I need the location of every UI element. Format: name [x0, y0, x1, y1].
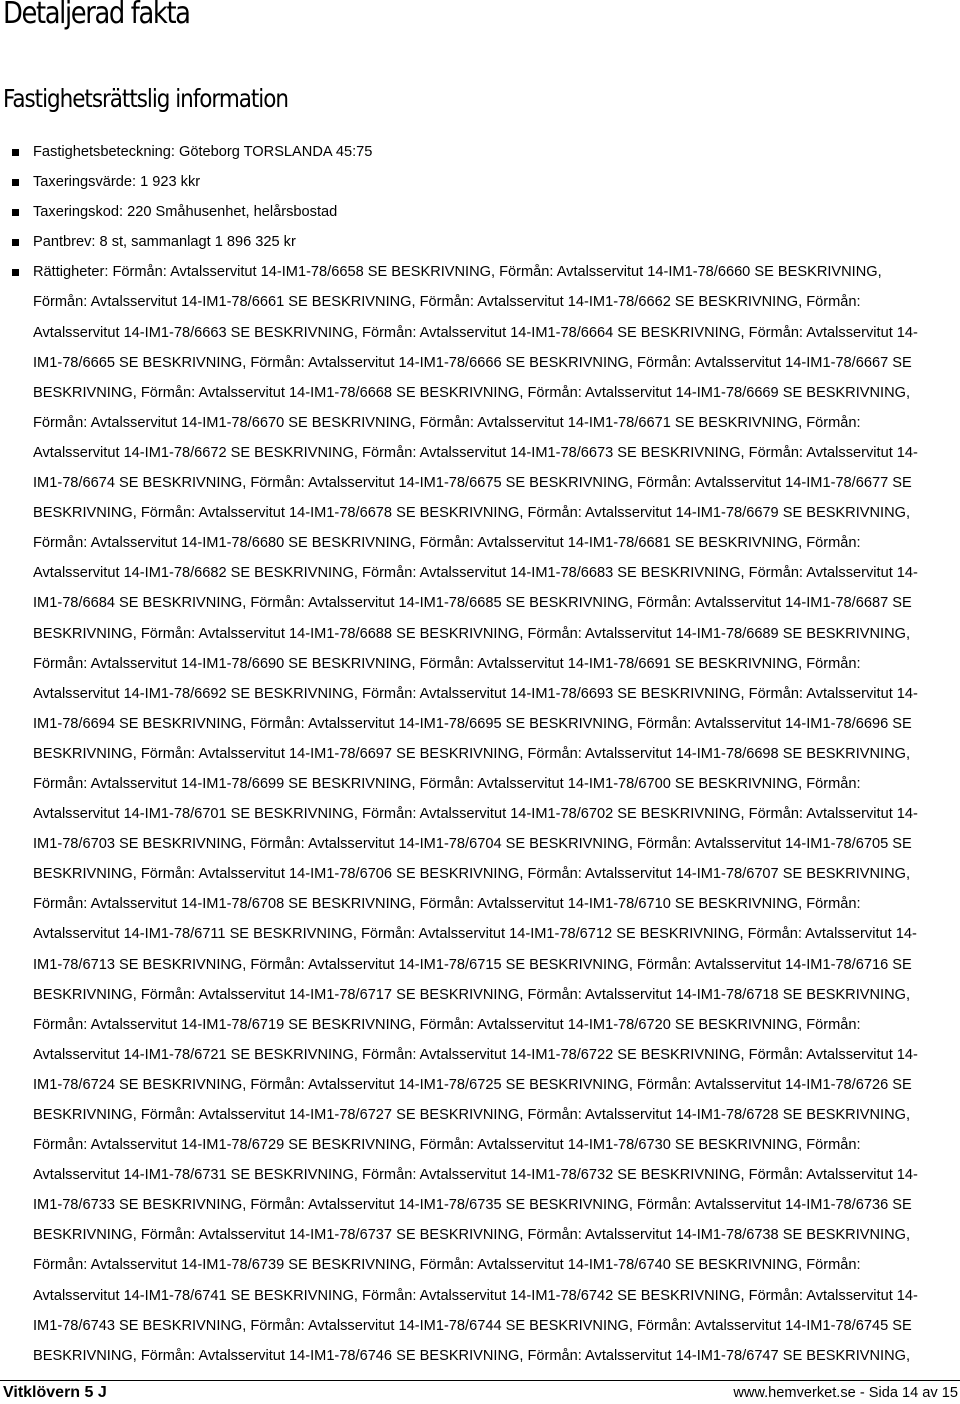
rights-line: IM1-78/6684 SE BESKRIVNING, Förmån: Avtalsservitut 14-IM1-78/6685 SE BESKRIVNING, Förmån: Avtalsservitut 14-IM1-78/6687 SE: [33, 595, 912, 612]
fact-text: Taxeringskod: 220 Småhusenhet, helårsbostad: [33, 204, 338, 221]
footer-property-name: Vitklövern 5 J: [3, 1384, 107, 1401]
rights-line: IM1-78/6724 SE BESKRIVNING, Förmån: Avtalsservitut 14-IM1-78/6725 SE BESKRIVNING, Förmån: Avtalsservitut 14-IM1-78/6726 SE: [33, 1076, 912, 1093]
rights-line: Förmån: Avtalsservitut 14-IM1-78/6690 SE BESKRIVNING, Förmån: Avtalsservitut 14-IM1-78/6691 SE BESKRIVNING, Förmån:: [33, 655, 861, 672]
fact-mortgage-deeds: [0, 227, 960, 257]
rights-line: Avtalsservitut 14-IM1-78/6721 SE BESKRIVNING, Förmån: Avtalsservitut 14-IM1-78/6722 SE BESKRIVNING, Förmån: Avtalsservitut 14-: [33, 1046, 918, 1063]
fact-text: Taxeringsvärde: 1 923 kkr: [33, 174, 201, 191]
facts-list: [0, 137, 960, 1371]
rights-line: IM1-78/6713 SE BESKRIVNING, Förmån: Avtalsservitut 14-IM1-78/6715 SE BESKRIVNING, Förmån: Avtalsservitut 14-IM1-78/6716 SE: [33, 956, 912, 973]
bullet-icon: [12, 209, 19, 216]
fact-property-designation: [0, 137, 960, 167]
fact-text: Pantbrev: 8 st, sammanlagt 1 896 325 kr: [33, 234, 296, 251]
fact-text: Fastighetsbeteckning: Göteborg TORSLANDA 45:75: [33, 144, 373, 160]
rights-line: Rättigheter: Förmån: Avtalsservitut 14-IM1-78/6658 SE BESKRIVNING, Förmån: Avtalsservitut 14-IM1-78/6660 SE BESKRIVNING,: [33, 264, 882, 281]
bullet-icon: [12, 239, 19, 246]
rights-line: Avtalsservitut 14-IM1-78/6731 SE BESKRIVNING, Förmån: Avtalsservitut 14-IM1-78/6732 SE BESKRIVNING, Förmån: Avtalsservitut 14-: [33, 1167, 918, 1184]
bullet-icon: [12, 149, 19, 156]
rights-line: Förmån: Avtalsservitut 14-IM1-78/6739 SE BESKRIVNING, Förmån: Avtalsservitut 14-IM1-78/6740 SE BESKRIVNING, Förmån:: [33, 1257, 861, 1274]
rights-line: Avtalsservitut 14-IM1-78/6682 SE BESKRIVNING, Förmån: Avtalsservitut 14-IM1-78/6683 SE BESKRIVNING, Förmån: Avtalsservitut 14-: [33, 565, 918, 582]
section-title: Fastighetsrättslig information: [3, 84, 288, 113]
rights-line: Avtalsservitut 14-IM1-78/6741 SE BESKRIVNING, Förmån: Avtalsservitut 14-IM1-78/6742 SE BESKRIVNING, Förmån: Avtalsservitut 14-: [33, 1287, 918, 1304]
rights-line: BESKRIVNING, Förmån: Avtalsservitut 14-IM1-78/6737 SE BESKRIVNING, Förmån: Avtalsservitut 14-IM1-78/6738 SE BESKRIVNING,: [33, 1227, 911, 1244]
rights-line: Förmån: Avtalsservitut 14-IM1-78/6661 SE BESKRIVNING, Förmån: Avtalsservitut 14-IM1-78/6662 SE BESKRIVNING, Förmån:: [33, 294, 861, 311]
rights-line: Förmån: Avtalsservitut 14-IM1-78/6680 SE BESKRIVNING, Förmån: Avtalsservitut 14-IM1-78/6681 SE BESKRIVNING, Förmån:: [33, 535, 861, 552]
rights-line: BESKRIVNING, Förmån: Avtalsservitut 14-IM1-78/6697 SE BESKRIVNING, Förmån: Avtalsservitut 14-IM1-78/6698 SE BESKRIVNING,: [33, 745, 911, 762]
rights-line: IM1-78/6665 SE BESKRIVNING, Förmån: Avtalsservitut 14-IM1-78/6666 SE BESKRIVNING, Förmån: Avtalsservitut 14-IM1-78/6667 SE: [33, 354, 912, 371]
footer-divider: [0, 1380, 960, 1381]
rights-line: BESKRIVNING, Förmån: Avtalsservitut 14-IM1-78/6706 SE BESKRIVNING, Förmån: Avtalsservitut 14-IM1-78/6707 SE BESKRIVNING,: [33, 866, 911, 883]
fact-rights: [0, 257, 960, 1370]
rights-line: BESKRIVNING, Förmån: Avtalsservitut 14-IM1-78/6746 SE BESKRIVNING, Förmån: Avtalsservitut 14-IM1-78/6747 SE BESKRIVNING,: [33, 1347, 911, 1364]
rights-line: IM1-78/6694 SE BESKRIVNING, Förmån: Avtalsservitut 14-IM1-78/6695 SE BESKRIVNING, Förmån: Avtalsservitut 14-IM1-78/6696 SE: [33, 715, 912, 732]
fact-tax-code: [0, 197, 960, 227]
fact-tax-value: [0, 167, 960, 197]
rights-line: Avtalsservitut 14-IM1-78/6701 SE BESKRIVNING, Förmån: Avtalsservitut 14-IM1-78/6702 SE BESKRIVNING, Förmån: Avtalsservitut 14-: [33, 806, 918, 823]
rights-line: IM1-78/6703 SE BESKRIVNING, Förmån: Avtalsservitut 14-IM1-78/6704 SE BESKRIVNING, Förmån: Avtalsservitut 14-IM1-78/6705 SE: [33, 836, 912, 853]
rights-line: Avtalsservitut 14-IM1-78/6672 SE BESKRIVNING, Förmån: Avtalsservitut 14-IM1-78/6673 SE BESKRIVNING, Förmån: Avtalsservitut 14-: [33, 444, 918, 461]
page-title: Detaljerad fakta: [3, 0, 190, 31]
bullet-icon: [12, 179, 19, 186]
rights-line: BESKRIVNING, Förmån: Avtalsservitut 14-IM1-78/6727 SE BESKRIVNING, Förmån: Avtalsservitut 14-IM1-78/6728 SE BESKRIVNING,: [33, 1107, 911, 1123]
rights-line: IM1-78/6733 SE BESKRIVNING, Förmån: Avtalsservitut 14-IM1-78/6735 SE BESKRIVNING, Förmån: Avtalsservitut 14-IM1-78/6736 SE: [33, 1197, 912, 1214]
rights-line: BESKRIVNING, Förmån: Avtalsservitut 14-IM1-78/6688 SE BESKRIVNING, Förmån: Avtalsservitut 14-IM1-78/6689 SE BESKRIVNING,: [33, 625, 911, 642]
rights-line: BESKRIVNING, Förmån: Avtalsservitut 14-IM1-78/6668 SE BESKRIVNING, Förmån: Avtalsservitut 14-IM1-78/6669 SE BESKRIVNING,: [33, 384, 911, 401]
rights-line: BESKRIVNING, Förmån: Avtalsservitut 14-IM1-78/6717 SE BESKRIVNING, Förmån: Avtalsservitut 14-IM1-78/6718 SE BESKRIVNING,: [33, 986, 911, 1003]
rights-line: Förmån: Avtalsservitut 14-IM1-78/6708 SE BESKRIVNING, Förmån: Avtalsservitut 14-IM1-78/6710 SE BESKRIVNING, Förmån:: [33, 896, 861, 913]
rights-line: Avtalsservitut 14-IM1-78/6711 SE BESKRIVNING, Förmån: Avtalsservitut 14-IM1-78/6712 SE BESKRIVNING, Förmån: Avtalsservitut 14-: [33, 926, 917, 943]
rights-text: [33, 257, 946, 1370]
rights-line: Förmån: Avtalsservitut 14-IM1-78/6719 SE BESKRIVNING, Förmån: Avtalsservitut 14-IM1-78/6720 SE BESKRIVNING, Förmån:: [33, 1016, 861, 1033]
footer-page-info: www.hemverket.se - Sida 14 av 15: [733, 1385, 958, 1401]
rights-line: IM1-78/6674 SE BESKRIVNING, Förmån: Avtalsservitut 14-IM1-78/6675 SE BESKRIVNING, Förmån: Avtalsservitut 14-IM1-78/6677 SE: [33, 475, 912, 492]
rights-line: BESKRIVNING, Förmån: Avtalsservitut 14-IM1-78/6678 SE BESKRIVNING, Förmån: Avtalsservitut 14-IM1-78/6679 SE BESKRIVNING,: [33, 505, 911, 522]
rights-line: Förmån: Avtalsservitut 14-IM1-78/6729 SE BESKRIVNING, Förmån: Avtalsservitut 14-IM1-78/6730 SE BESKRIVNING, Förmån:: [33, 1137, 861, 1154]
rights-line: IM1-78/6743 SE BESKRIVNING, Förmån: Avtalsservitut 14-IM1-78/6744 SE BESKRIVNING, Förmån: Avtalsservitut 14-IM1-78/6745 SE: [33, 1317, 912, 1334]
rights-line: Avtalsservitut 14-IM1-78/6663 SE BESKRIVNING, Förmån: Avtalsservitut 14-IM1-78/6664 SE BESKRIVNING, Förmån: Avtalsservitut 14-: [33, 324, 918, 341]
rights-line: Förmån: Avtalsservitut 14-IM1-78/6699 SE BESKRIVNING, Förmån: Avtalsservitut 14-IM1-78/6700 SE BESKRIVNING, Förmån:: [33, 775, 861, 792]
rights-line: Avtalsservitut 14-IM1-78/6692 SE BESKRIVNING, Förmån: Avtalsservitut 14-IM1-78/6693 SE BESKRIVNING, Förmån: Avtalsservitut 14-: [33, 685, 918, 702]
rights-line: Förmån: Avtalsservitut 14-IM1-78/6670 SE BESKRIVNING, Förmån: Avtalsservitut 14-IM1-78/6671 SE BESKRIVNING, Förmån:: [33, 414, 861, 431]
bullet-icon: [12, 269, 19, 276]
